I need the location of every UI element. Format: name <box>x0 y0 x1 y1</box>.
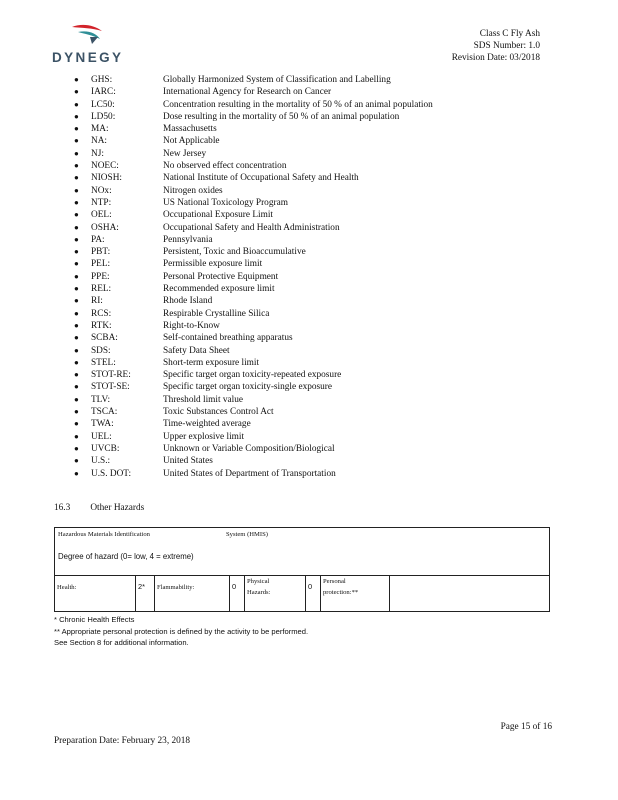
bullet-icon: ● <box>74 197 79 207</box>
bullet-icon: ● <box>74 259 79 269</box>
bullet-icon: ● <box>74 136 79 146</box>
abbreviation-definition: Permissible exposure limit <box>163 259 263 270</box>
abbreviation-term: PA: <box>91 234 105 245</box>
abbreviation-definition: Dose resulting in the mortality of 50 % of an animal population <box>163 111 400 122</box>
logo-wordmark: DYNEGY <box>52 50 124 65</box>
note-protection: ** Appropriate personal protection is defined by the activity to be performed. <box>54 626 309 636</box>
abbreviation-term: STEL: <box>91 357 116 368</box>
abbreviation-definition: Globally Harmonized System of Classification and Labelling <box>163 75 391 85</box>
abbreviation-term: SDS: <box>91 345 111 356</box>
abbreviation-definition: Not Applicable <box>163 136 220 147</box>
physical-label-2: Hazards: <box>247 589 271 596</box>
bullet-icon: ● <box>74 87 79 97</box>
note-chronic: * Chronic Health Effects <box>54 615 135 624</box>
abbreviation-definition: Rhode Island <box>163 296 213 307</box>
hmis-title-left: Hazardous Materials Identification <box>58 531 150 538</box>
hazard-degree-scale: Degree of hazard (0= low, 4 = extreme) <box>58 552 194 561</box>
abbreviation-definition: Safety Data Sheet <box>163 345 230 356</box>
flammability-label: Flammability: <box>157 584 195 591</box>
flammability-label-cell <box>155 576 230 612</box>
abbreviation-term: UEL: <box>91 431 112 442</box>
company-logo <box>52 23 130 65</box>
abbreviation-definition: Occupational Safety and Health Administration <box>163 222 340 233</box>
abbreviation-term: RCS: <box>91 308 112 319</box>
abbreviation-definition: Recommended exposure limit <box>163 284 275 295</box>
abbreviation-definition: Specific target organ toxicity-repeated exposure <box>163 370 342 381</box>
protection-label-cell <box>321 576 390 612</box>
product-name: Class C Fly Ash <box>479 29 540 39</box>
physical-value: 0 <box>308 582 313 591</box>
bullet-icon: ● <box>74 394 79 404</box>
abbreviation-term: UVCB: <box>91 443 120 454</box>
abbreviation-definition: Specific target organ toxicity-single exposure <box>163 382 333 393</box>
abbreviation-term: NIOSH: <box>91 173 122 184</box>
bullet-icon: ● <box>74 148 79 158</box>
abbreviation-definition: Concentration resulting in the mortality of 50 % of an animal population <box>163 99 433 110</box>
abbreviation-term: U.S. DOT: <box>91 468 132 479</box>
bullet-icon: ● <box>74 419 79 429</box>
abbreviation-definition: US National Toxicology Program <box>163 197 288 208</box>
abbreviation-term: OEL: <box>91 210 112 221</box>
bullet-icon: ● <box>74 210 79 220</box>
abbreviation-term: NOEC: <box>91 161 119 172</box>
abbreviation-definition: Nitrogen oxides <box>163 185 223 196</box>
abbreviation-term: NTP: <box>91 197 112 208</box>
abbreviation-term: TLV: <box>91 394 111 405</box>
abbreviation-definition: Toxic Substances Control Act <box>163 407 274 418</box>
bullet-icon: ● <box>74 271 79 281</box>
abbreviation-definition: Personal Protective Equipment <box>163 271 279 282</box>
dynegy-swoosh-icon <box>70 23 104 45</box>
health-value-cell <box>136 576 155 612</box>
protection-label-1: Personal <box>323 578 346 585</box>
abbreviation-term: TSCA: <box>91 407 118 418</box>
section-title: Other Hazards <box>90 503 145 513</box>
abbreviation-definition: Self-contained breathing apparatus <box>163 333 293 344</box>
bullet-icon: ● <box>74 111 79 121</box>
physical-label-cell <box>245 576 306 612</box>
abbreviation-term: NOx: <box>91 185 112 196</box>
bullet-icon: ● <box>74 185 79 195</box>
abbreviation-definition: Threshold limit value <box>163 394 244 405</box>
bullet-icon: ● <box>74 320 79 330</box>
page-number: Page 15 of 16 <box>500 722 552 732</box>
abbreviation-term: PEL: <box>91 259 111 270</box>
abbreviation-term: IARC: <box>91 87 116 98</box>
bullet-icon: ● <box>74 431 79 441</box>
abbreviation-definition: International Agency for Research on Cancer <box>163 87 332 98</box>
note-section-8: See Section 8 for additional information. <box>54 638 189 648</box>
bullet-icon: ● <box>74 357 79 367</box>
abbreviation-term: PPE: <box>91 271 110 282</box>
abbreviation-definition: Pennsylvania <box>163 234 213 245</box>
abbreviation-term: NJ: <box>91 148 104 159</box>
abbreviation-definition: Upper explosive limit <box>163 431 245 442</box>
bullet-icon: ● <box>74 308 79 318</box>
sds-number: SDS Number: 1.0 <box>473 41 540 52</box>
section-heading <box>54 503 144 513</box>
bullet-icon: ● <box>74 124 79 134</box>
protection-value-cell <box>390 576 550 612</box>
section-number: 16.3 <box>54 503 71 513</box>
health-label: Health: <box>57 584 77 591</box>
hmis-notes <box>54 614 308 649</box>
abbreviation-definition: Unknown or Variable Composition/Biological <box>163 443 335 454</box>
abbreviation-term: TWA: <box>91 419 114 430</box>
abbreviation-definition: Respirable Crystalline Silica <box>163 308 270 319</box>
hmis-table <box>54 527 550 612</box>
bullet-icon: ● <box>74 247 79 257</box>
bullet-icon: ● <box>74 75 79 84</box>
hmis-title-right: System (HMIS) <box>226 531 268 538</box>
abbreviation-term: PBT: <box>91 247 111 258</box>
bullet-icon: ● <box>74 333 79 343</box>
bullet-icon: ● <box>74 443 79 453</box>
document-header <box>452 28 540 65</box>
abbreviation-definition: Persistent, Toxic and Bioaccumulative <box>163 247 306 258</box>
abbreviation-definition: No observed effect concentration <box>163 161 287 172</box>
hmis-header-cell <box>55 528 550 576</box>
abbreviation-definition: Massachusetts <box>163 124 217 135</box>
bullet-icon: ● <box>74 173 79 183</box>
abbreviation-definition: New Jersey <box>163 148 207 159</box>
bullet-icon: ● <box>74 296 79 306</box>
abbreviation-term: RTK: <box>91 320 112 331</box>
health-label-cell <box>55 576 136 612</box>
abbreviation-term: SCBA: <box>91 333 118 344</box>
flammability-value: 0 <box>232 582 237 591</box>
bullet-icon: ● <box>74 370 79 380</box>
bullet-icon: ● <box>74 407 79 417</box>
bullet-icon: ● <box>74 234 79 244</box>
bullet-icon: ● <box>74 345 79 355</box>
abbreviation-term: U.S.: <box>91 456 111 467</box>
revision-date: Revision Date: 03/2018 <box>451 53 540 64</box>
abbreviation-term: NA: <box>91 136 108 147</box>
abbreviation-term: LC50: <box>91 99 115 110</box>
preparation-date: Preparation Date: February 23, 2018 <box>54 736 191 746</box>
bullet-icon: ● <box>74 284 79 294</box>
physical-value-cell <box>306 576 321 612</box>
bullet-icon: ● <box>74 222 79 232</box>
bullet-icon: ● <box>74 99 79 109</box>
bullet-icon: ● <box>74 382 79 392</box>
bullet-icon: ● <box>74 161 79 171</box>
abbreviation-definition: Short-term exposure limit <box>163 357 260 368</box>
abbreviation-term: STOT-RE: <box>91 370 131 381</box>
protection-label-2: protection:** <box>323 589 359 596</box>
abbreviation-definition: United States <box>163 456 213 467</box>
abbreviation-term: LD50: <box>91 111 116 122</box>
bullet-icon: ● <box>74 456 79 466</box>
abbreviation-term: MA: <box>91 124 109 135</box>
abbreviation-definition: National Institute of Occupational Safety and Health <box>163 173 359 184</box>
abbreviation-definition: United States of Department of Transportation <box>163 468 336 479</box>
abbreviation-definition: Time-weighted average <box>163 419 251 430</box>
abbreviation-definition: Occupational Exposure Limit <box>163 210 273 221</box>
abbreviation-definition: Right-to-Know <box>163 320 220 331</box>
abbreviation-term: OSHA: <box>91 222 119 233</box>
physical-label-1: Physical <box>247 578 270 585</box>
abbreviation-term: GHS: <box>91 75 113 85</box>
flammability-value-cell <box>230 576 245 612</box>
abbreviation-term: RI: <box>91 296 103 307</box>
abbreviation-term: REL: <box>91 284 112 295</box>
health-value: 2* <box>138 582 145 591</box>
bullet-icon: ● <box>74 468 79 478</box>
abbreviation-term: STOT-SE: <box>91 382 130 393</box>
